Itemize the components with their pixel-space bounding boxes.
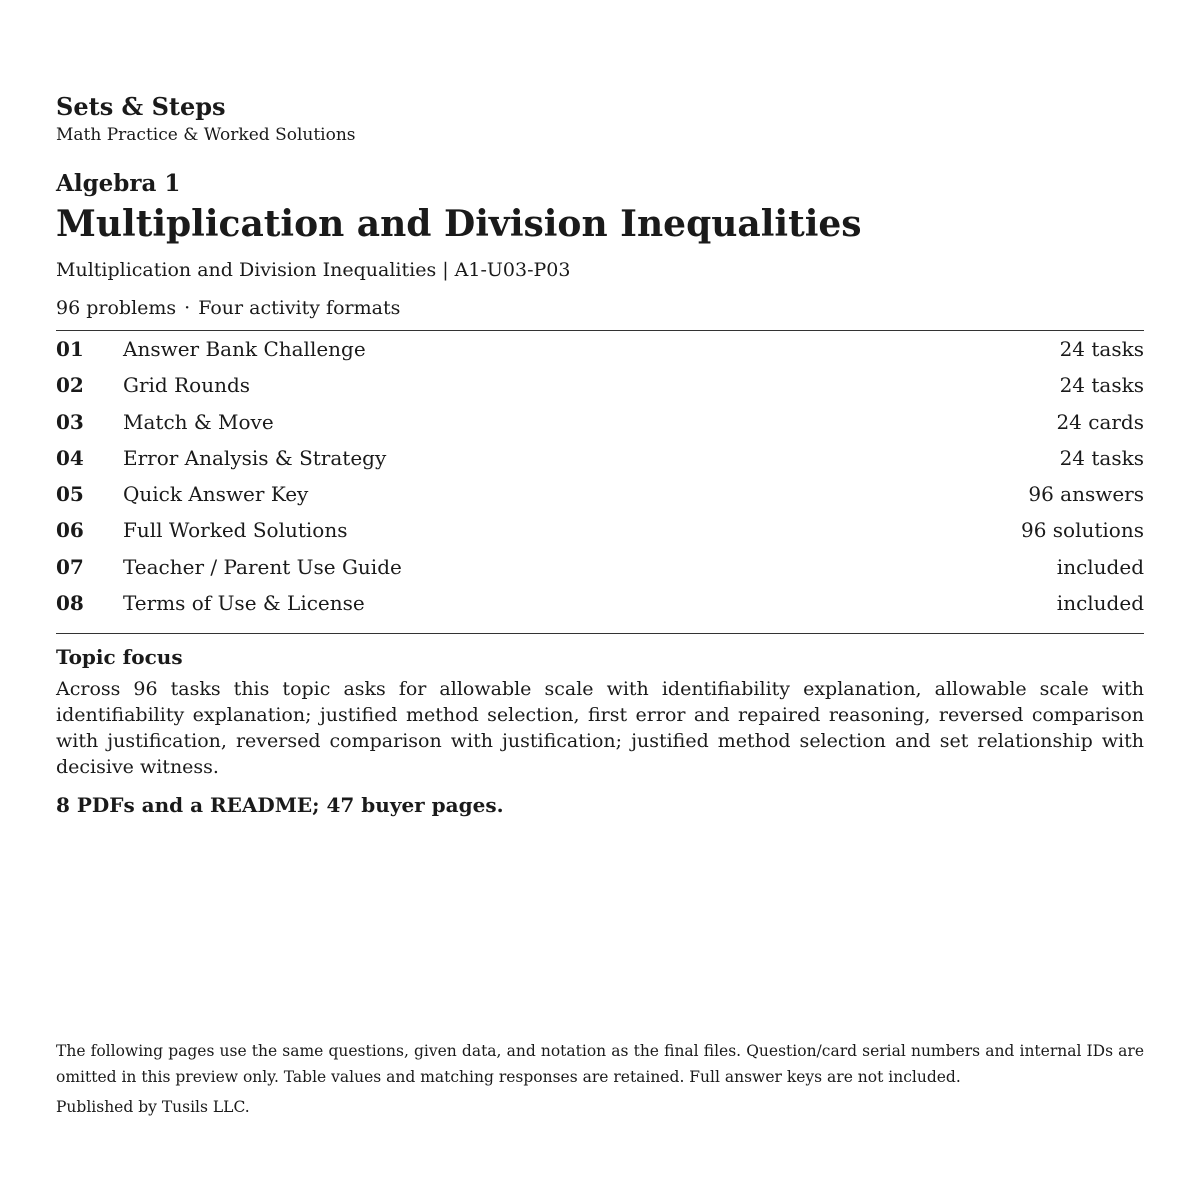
item-label: Teacher / Parent Use Guide [123, 554, 402, 579]
item-label: Match & Move [123, 409, 274, 434]
contents-item [56, 373, 1144, 409]
item-number: 05 [56, 482, 84, 507]
item-count: 96 answers [1028, 482, 1144, 507]
item-number: 02 [56, 373, 84, 398]
publisher-line: Published by Tusils LLC. [56, 1098, 250, 1116]
page-title: Multiplication and Division Inequalities [56, 203, 862, 245]
topic-focus-text: Across 96 tasks this topic asks for allowable scale with identifiability explanation, allowable scale with identifiability explanation; justified method selection, first error and repaired reasoning, reversed comparison with justification, reversed comparison with justification; justified method selection and set relationship with decisive witness. [56, 678, 1144, 779]
contents-item [56, 446, 1144, 482]
divider-top [56, 330, 1144, 331]
item-label: Terms of Use & License [123, 591, 365, 616]
item-count: 24 cards [1056, 409, 1144, 434]
contents-item [56, 591, 1144, 627]
contents-list [56, 337, 1144, 627]
item-number: 08 [56, 591, 84, 616]
deliverables-summary: 8 PDFs and a README; 47 buyer pages. [56, 793, 504, 818]
item-number: 03 [56, 409, 84, 434]
course-name: Algebra 1 [56, 170, 181, 197]
preview-disclaimer: The following pages use the same questions, given data, and notation as the final files. Question/card serial numbers and internal IDs are omitted in this preview only. Table values and matching responses are retained. Full answer keys are not included. [56, 1042, 1144, 1086]
item-count: included [1056, 591, 1144, 616]
item-count: 24 tasks [1059, 373, 1144, 398]
page-subtitle: Multiplication and Division Inequalities | A1-U03-P03 [56, 259, 571, 281]
item-count: 96 solutions [1020, 518, 1144, 543]
item-label: Error Analysis & Strategy [123, 445, 387, 470]
product-meta [56, 296, 1144, 320]
divider-bottom [56, 633, 1144, 634]
contents-item [56, 518, 1144, 554]
item-number: 06 [56, 518, 84, 543]
brand-name: Sets & Steps [56, 92, 226, 121]
topic-focus-heading: Topic focus [56, 645, 183, 670]
item-number: 04 [56, 445, 84, 470]
activity-formats: Four activity formats [198, 297, 401, 319]
contents-item [56, 482, 1144, 518]
item-count: included [1056, 554, 1144, 579]
item-label: Grid Rounds [123, 373, 251, 398]
problem-count: 96 problems [56, 297, 177, 319]
item-count: 24 tasks [1059, 445, 1144, 470]
item-number: 07 [56, 554, 84, 579]
item-count: 24 tasks [1059, 337, 1144, 361]
product-preview-page [56, 92, 1144, 818]
page-footer [56, 1038, 1144, 1118]
item-label: Quick Answer Key [123, 482, 309, 507]
brand-tagline: Math Practice & Worked Solutions [56, 125, 356, 145]
contents-item [56, 337, 1144, 373]
contents-item [56, 410, 1144, 446]
item-label: Answer Bank Challenge [123, 337, 366, 361]
item-label: Full Worked Solutions [123, 518, 348, 543]
item-number: 01 [56, 337, 84, 361]
contents-item [56, 555, 1144, 591]
meta-separator: · [184, 297, 191, 319]
